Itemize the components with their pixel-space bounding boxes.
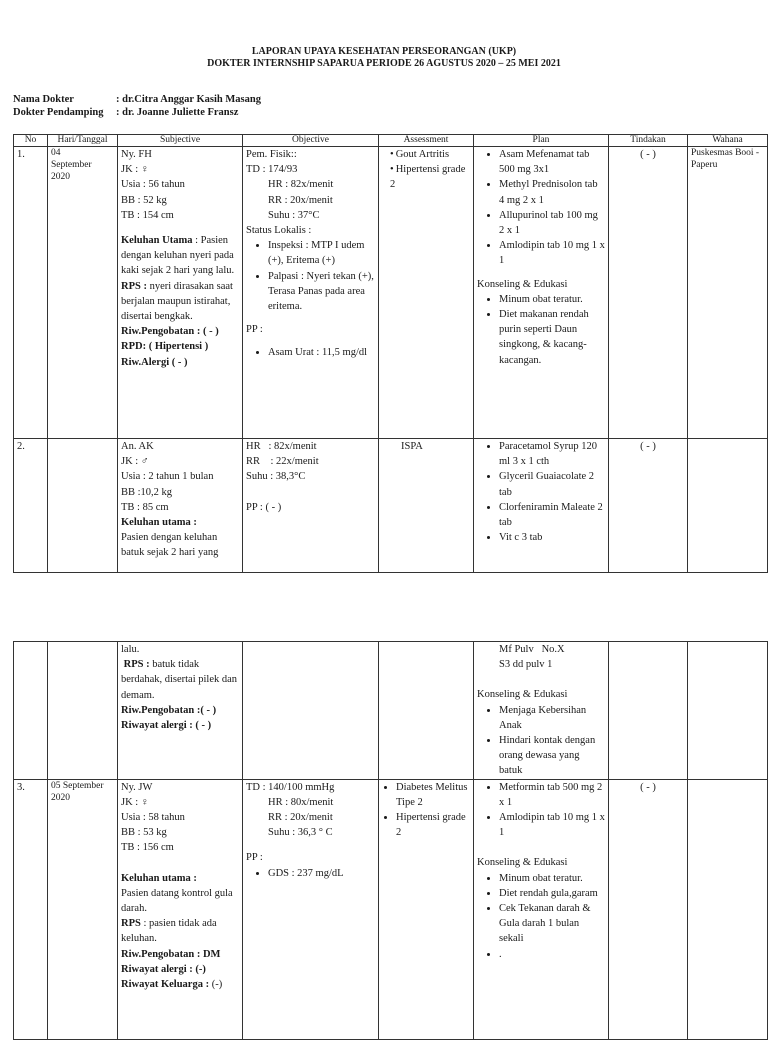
row2b-tindakan xyxy=(609,642,688,780)
table-row xyxy=(14,642,768,780)
list-item: • GDS : 237 mg/dL xyxy=(268,866,375,881)
doctor-label: Nama Dokter xyxy=(13,94,74,105)
chief-complaint-text: Pasien dengan keluhan batuk sejak 2 hari yang xyxy=(121,532,219,559)
plan-pulv: Mf Pulv No.X xyxy=(499,644,565,655)
assessment-list xyxy=(382,780,470,841)
family-history xyxy=(121,977,239,992)
list-item: • Palpasi : Nyeri tekan (+), Terasa Panas pada area eritema. xyxy=(268,269,375,315)
ukp-table-page1 xyxy=(13,134,768,573)
row2-plan xyxy=(474,439,619,573)
row2-subjective xyxy=(118,439,243,573)
obj-pp: PP : xyxy=(246,324,263,336)
treatment-history: Riw.Pengobatan : DM xyxy=(121,948,221,960)
list-item: • Hipertensi grade 2 xyxy=(390,162,470,192)
allergy-history: Riwayat alergi : ( - ) xyxy=(121,720,212,732)
obj-bp: TD : 140/100 mmHg xyxy=(246,781,335,793)
list-item: • Cek Tekanan darah & Gula darah 1 bulan sekali xyxy=(499,901,605,947)
list-item: • Amlodipin tab 10 mg 1 x 1 xyxy=(499,238,605,268)
col-wahana: Wahana xyxy=(688,135,768,147)
row1-tindakan: ( - ) xyxy=(609,147,688,439)
plan-drug-list xyxy=(477,147,605,269)
counseling-label: Konseling & Edukasi xyxy=(477,857,568,869)
list-item: • Inspeksi : MTP I udem (+), Eritema (+) xyxy=(268,238,375,268)
doctor-name: : dr.Citra Anggar Kasih Masang xyxy=(116,94,261,105)
row1-wahana: Puskesmas Booi - Paperu xyxy=(688,147,768,439)
row2-tindakan: ( - ) xyxy=(609,439,688,573)
list-item: • Paracetamol Syrup 120 ml 3 x 1 cth xyxy=(499,439,605,469)
obj-temp: Suhu : 36,3 ° C xyxy=(268,827,333,839)
patient-height: TB : 154 cm xyxy=(121,209,174,221)
list-item: • Hipertensi grade 2 xyxy=(396,810,470,840)
patient-name: Ny. JW xyxy=(121,781,153,793)
obj-bp: TD : 174/93 xyxy=(246,164,298,176)
list-item: • Diet makanan rendah purin seperti Daun singkong, & kacang-kacangan. xyxy=(499,307,605,368)
patient-sex: JK : ♂ xyxy=(121,456,149,468)
counseling-label: Konseling & Edukasi xyxy=(477,278,568,290)
row2b-plan xyxy=(474,642,609,780)
doctor-row xyxy=(13,94,261,105)
list-item: • Menjaga Kebersihan Anak xyxy=(499,703,605,733)
row3-date: 05 September 2020 xyxy=(48,779,118,1039)
rps-label: RPS xyxy=(121,918,141,930)
rps-text: batuk tidak berdahak, disertai pilek dan demam. xyxy=(121,659,238,701)
patient-age: Usia : 58 tahun xyxy=(121,812,185,824)
plan-drug-list xyxy=(477,780,605,841)
chief-complaint-text: : Pasien dengan keluhan nyeri pada kaki sejak 2 hari yang lalu. xyxy=(121,235,235,277)
ukp-table-page2 xyxy=(13,641,768,1040)
patient-weight: BB : 53 kg xyxy=(121,827,167,839)
row1-no: 1. xyxy=(14,147,48,439)
list-item: • Minum obat teratur. xyxy=(499,871,605,886)
chief-complaint-label: Keluhan utama : xyxy=(121,872,197,884)
list-item: • Diet rendah gula,garam xyxy=(499,886,605,901)
row2b-no xyxy=(14,642,48,780)
row3-tindakan: ( - ) xyxy=(609,779,688,1039)
patient-name: Ny. FH xyxy=(121,149,152,160)
obj-pp-list xyxy=(246,866,375,881)
row2b-assessment xyxy=(379,642,474,780)
list-item: • Glyceril Guaiacolate 2 tab xyxy=(499,469,605,499)
row1-date-year: 2020 xyxy=(51,172,70,182)
supervisor-label: Dokter Pendamping xyxy=(13,107,104,118)
row2b-objective xyxy=(243,642,379,780)
plan-drug-list xyxy=(477,439,619,545)
row2-assessment: ISPA xyxy=(379,439,474,573)
col-subjective: Subjective xyxy=(118,135,243,147)
chief-complaint-label: Keluhan Utama xyxy=(121,235,193,247)
plan-signa: S3 dd pulv 1 xyxy=(499,659,553,671)
patient-sex: JK : ♀ xyxy=(121,796,149,808)
list-item: • Vit c 3 tab xyxy=(499,530,605,545)
obj-exam-label: Pem. Fisik:: xyxy=(246,149,297,160)
row1-date-day: 04 xyxy=(51,148,61,158)
row1-subjective xyxy=(118,147,243,439)
col-assessment: Assessment xyxy=(379,135,474,147)
obj-hr: HR : 80x/menit xyxy=(268,796,334,808)
family-history-value: (-) xyxy=(209,979,223,991)
obj-rr: RR : 22x/menit xyxy=(246,456,319,468)
obj-hr: HR : 82x/menit xyxy=(268,179,334,191)
list-item: • Amlodipin tab 10 mg 1 x 1 xyxy=(499,810,605,840)
row1-date xyxy=(48,147,118,439)
obj-rr: RR : 20x/menit xyxy=(268,812,333,824)
table-row xyxy=(14,779,768,1039)
obj-local-status: Status Lokalis : xyxy=(246,225,312,237)
list-item: • Asam Mefenamat tab 500 mg 3x1 xyxy=(499,147,605,177)
supervisor-row xyxy=(13,107,238,118)
chief-complaint xyxy=(121,233,239,279)
obj-local-list xyxy=(246,238,375,314)
obj-temp: Suhu : 38,3°C xyxy=(246,471,306,483)
row3-subjective xyxy=(118,779,243,1039)
col-date: Hari/Tanggal xyxy=(48,135,118,147)
rps xyxy=(121,657,239,703)
treatment-history: Riw.Pengobatan :( - ) xyxy=(121,704,217,716)
col-tindakan: Tindakan xyxy=(609,135,688,147)
col-plan: Plan xyxy=(474,135,609,147)
plan-edu-list xyxy=(477,871,605,962)
row1-objective xyxy=(243,147,379,439)
row1-assessment xyxy=(379,147,474,439)
row2b-wahana xyxy=(688,642,768,780)
chief-complaint-cont: lalu. xyxy=(121,644,140,655)
allergy-history: Riw.Alergi ( - ) xyxy=(121,356,188,368)
row3-assessment xyxy=(379,779,474,1039)
row2-wahana xyxy=(688,439,768,573)
row2b-date xyxy=(48,642,118,780)
list-item: • Allupurinol tab 100 mg 2 x 1 xyxy=(499,208,605,238)
row3-objective xyxy=(243,779,379,1039)
chief-complaint-label: Keluhan utama : xyxy=(121,517,197,529)
list-item: • Gout Artritis xyxy=(390,147,470,162)
list-item: • Hindari kontak dengan orang dewasa yang batuk xyxy=(499,733,605,779)
rps xyxy=(121,916,239,946)
patient-height: TB : 85 cm xyxy=(121,501,169,513)
chief-complaint-text: Pasien datang kontrol gula darah. xyxy=(121,887,233,915)
plan-edu-list xyxy=(477,292,605,368)
col-no: No xyxy=(14,135,48,147)
patient-height: TB : 156 cm xyxy=(121,842,174,854)
report-title-line1: LAPORAN UPAYA KESEHATAN PERSEORANGAN (UKP) xyxy=(251,46,517,57)
patient-name: An. AK xyxy=(121,441,154,452)
rps-label: RPS : xyxy=(123,659,150,671)
list-item: • . xyxy=(499,947,605,962)
obj-pp: PP : xyxy=(246,852,263,864)
table-header-row xyxy=(14,135,768,147)
row2-no: 2. xyxy=(14,439,48,573)
row2-objective xyxy=(243,439,379,573)
row3-wahana xyxy=(688,779,768,1039)
row3-plan xyxy=(474,779,609,1039)
plan-edu-list xyxy=(477,703,605,779)
rps-label: RPS : xyxy=(121,280,147,292)
allergy-history: Riwayat alergi : (-) xyxy=(121,963,206,975)
list-item: • Methyl Prednisolon tab 4 mg 2 x 1 xyxy=(499,177,605,207)
row1-plan xyxy=(474,147,609,439)
assessment-list xyxy=(382,147,470,193)
patient-weight: BB : 52 kg xyxy=(121,194,167,206)
list-item: • Minum obat teratur. xyxy=(499,292,605,307)
obj-rr: RR : 20x/menit xyxy=(268,194,333,206)
past-disease-history: RPD: ( Hipertensi ) xyxy=(121,341,209,353)
counseling-label: Konseling & Edukasi xyxy=(477,689,568,701)
obj-hr: HR : 82x/menit xyxy=(246,441,317,452)
list-item: • Diabetes Melitus Tipe 2 xyxy=(396,780,470,810)
row2-date xyxy=(48,439,118,573)
report-title-line2: DOKTER INTERNSHIP SAPARUA PERIODE 26 AGUSTUS 2020 – 25 MEI 2021 xyxy=(207,58,561,69)
patient-weight: BB :10,2 kg xyxy=(121,486,173,498)
rps-text: nyeri dirasakan saat berjalan maupun istirahat, disertai bengkak. xyxy=(121,280,233,323)
obj-pp-list xyxy=(246,345,375,360)
row1-date-month: September xyxy=(51,160,92,170)
row3-no: 3. xyxy=(14,779,48,1039)
row2b-subjective xyxy=(118,642,243,780)
patient-age: Usia : 56 tahun xyxy=(121,179,185,191)
list-item: • Clorfeniramin Maleate 2 tab xyxy=(499,500,605,530)
table-row xyxy=(14,439,768,573)
rps xyxy=(121,279,239,325)
col-objective: Objective xyxy=(243,135,379,147)
list-item: • Metformin tab 500 mg 2 x 1 xyxy=(499,780,605,810)
family-history-label: Riwayat Keluarga : xyxy=(121,979,210,991)
patient-age: Usia : 2 tahun 1 bulan xyxy=(121,471,214,483)
obj-pp: PP : ( - ) xyxy=(246,501,282,513)
table-row xyxy=(14,147,768,439)
treatment-history: Riw.Pengobatan : ( - ) xyxy=(121,326,219,338)
list-item: • Asam Urat : 11,5 mg/dl xyxy=(268,345,375,360)
obj-temp: Suhu : 37°C xyxy=(268,209,320,221)
patient-sex: JK : ♀ xyxy=(121,164,149,176)
supervisor-name: : dr. Joanne Juliette Fransz xyxy=(116,107,239,118)
rps-text: : pasien tidak ada keluhan. xyxy=(121,918,217,945)
